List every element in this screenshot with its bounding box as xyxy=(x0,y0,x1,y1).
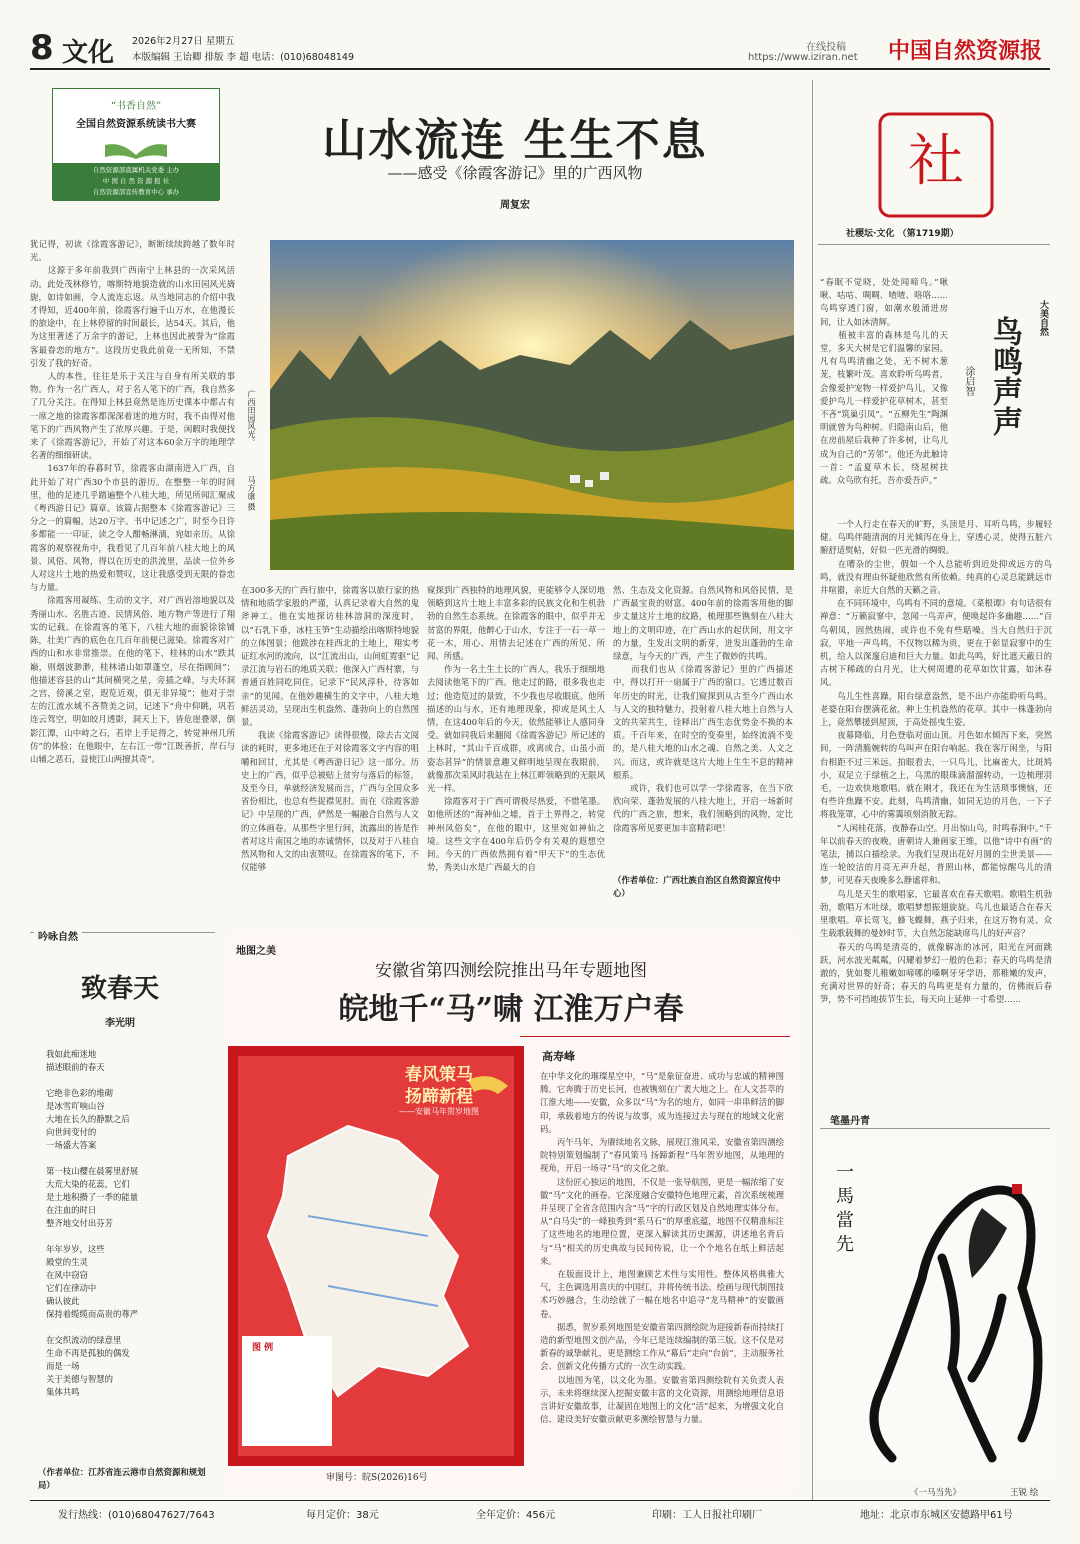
article-col1: 犹记得，初读《徐霞客游记》，断断续续跨越了数年时光。 这源于多年前我到广西南宁上林县的一次采风活动。此处茂林修竹，喀斯特地貌造就的山水田园风光旖旎，如诗如画，令人流连忘返。从当地同志的介绍中我才得知，近400年前，徐霞客行遍千山万水，在他漫长的旅途中，在上林停留的时间最长，达54天。其后，他为这里著述了万余字的游记，上林也因此被誉为“徐霞客最眷恋的地方”。这段历史我此前竟一无所知，不禁引发了我的好奇。 人的本性，往往是乐于关注与自身有所关联的事物。作为一名广西人，对于名人笔下的广西，我自然多了几分关注。在得知上林县竟然是连历史课本中都占有一席之地的徐霞客都深深着迷的地方时，我不由得对他笔下的广西风物产生了浓厚兴趣。于是，闲暇时我便找来了《徐霞客游记》，开始了对这本60余万字的地理学名著的细细研读。 1637年的春暮时节，徐霞客由湖南进入广西，自此开始了对广西30个市县的游历。在整整一年的时间里，他的足迹几乎踏遍整个八桂大地，所见所闻汇聚成《粤西游日记》篇章。该篇占据整本《徐霞客游记》三分之一的篇幅，达20万字。书中记述之广，时至今日许多都能一一印证，读之令人酣畅淋漓，宛如亲历。从徐霞客的观察视角中，我看见了几百年前八桂大地上的风景、风俗、风物，得以在历史的洪流里，品读一位外乡人对这片土地的热爱和赞叹，这让我感受到无限的眷恋与力量。 徐霞客用凝练、生动的文字，对广西岩溶地貌以及秀丽山水、名胜古迹、民情风俗、地方物产等进行了翔实的记载。在徐霞客的笔下，八桂大地的面貌徐徐铺陈，壮美广西的底色在几百年前便已滋染。徐霞客对广西的山和水非常推崇。在他的笔下，桂林的山水“跌其巅，则烟波渺渺，桂林诸山如罩蓬空，尽在指顾间”；他描述容县的山“其间横突之星，旁插之峰，与夫环洞之宫，傍溪之室，遐览近观，俱无非异境”；他对于崇左的江流水域不吝赞美之词，记述下“舟中仰眺，巩若连云驾空，明如皎月透影，洞天上下，皆危崖叠翠，倒影江潭，山中峙之石，若岸上手足得之，转觉神州几所仿”的体验；在他眼中，左右江一带“江既善折，岸石与山辅之恶石，益使江山两擅其奇”。 xyxy=(30,239,235,764)
sheji-seal-icon xyxy=(876,110,996,220)
poem-title: 致春天 xyxy=(80,974,159,1004)
poem-body: 我如此痴迷地 描述眼前的春天 它绝非色彩的堆砌 是冰雪吖响山谷 大地在长久的静默之后 向世间变付的 一场盛大答案 第一枝山樱在晨雾里舒展 大荒大染的花蕊，它们 是土地积攒了一季的能量 在注血的时日 整齐地交付出芬芳 年年岁岁，这些 殿堂的生灵 在风中窃窃 它们在律动中 确认彼此 保持着缆缆而高贵的尊严 在交织流动的绿意里 生命不再是孤独的偶发 而是一场 关于美德与智慧的 集体共鸣 xyxy=(46,1049,139,1397)
birds-column: 大美自然 xyxy=(1038,300,1048,336)
poster-sub: ——安徽马年贺岁地图 xyxy=(399,1107,479,1116)
painting-caption: 《一马当先》 xyxy=(910,1488,962,1498)
poster-title: 春风策马 xyxy=(405,1065,473,1085)
section-title: 文化 xyxy=(62,38,115,68)
footer-hotline: 发行热线：(010)68047627/7643 xyxy=(58,1510,215,1521)
poem-author: 李光明 xyxy=(105,1018,135,1029)
header-meta xyxy=(132,34,354,66)
contest-title: 全国自然资源系统读书大赛 xyxy=(76,119,196,130)
editors-line: 本版编辑 王诒卿 排版 李 超 电话：(010)68048149 xyxy=(132,52,354,63)
svg-text:社: 社 xyxy=(908,129,964,194)
painting-column: 笔墨丹青 xyxy=(830,1116,870,1127)
contest-org2: 中 国 自 然 资 源 报 社 xyxy=(102,177,170,185)
contest-org1: 自然资源部直属机关党委 主办 xyxy=(92,166,180,174)
horse-painting xyxy=(822,1138,1050,1478)
poem-column: 吟咏自然 xyxy=(34,928,82,943)
contest-badge xyxy=(52,88,220,200)
page-number: 8 xyxy=(30,28,54,68)
svg-text:一: 一 xyxy=(836,1162,854,1183)
footer-address: 地址：北京市东城区安德路甲61号 xyxy=(860,1510,1013,1521)
svg-text:先: 先 xyxy=(836,1234,854,1255)
book-icon xyxy=(101,133,171,159)
main-title: 山水流连 生生不息 xyxy=(322,115,708,166)
sheji-label: 社稷坛·文化 （第1719期） xyxy=(846,229,959,239)
photo-caption: 广西田园风光。 xyxy=(247,390,256,446)
poster-legend: 图 例 xyxy=(252,1343,274,1353)
article-col3: 窥探到广西独特的地理风貌，更能够令人深切地领略到这片土地上丰富多彩的民族文化和生机勃勃的自然生态系统。在徐霞客的眼中，似乎并无贫富的界限，他醉心于山水，专注于一石一草一花一木，用心、用情去记述在广西的所见、所闻、所感。 作为一名土生土长的广西人，我乐于细细地去阅读他笔下的广西。他走过的路，很多我也走过；他造览过的景致，不少我也尽收眼底。他所描述的山与水，还有地理现象，抑或是风土人情，在这400年后的今天，依然能够让人感同身受。就如同我后来翻阅《徐霞客游记》所记述的上林时，“其山千百成群，或离或合，山虽小而姿态甚异”的情景意趣又鲜明地呈现在我眼前，就像那次采风时我站在上林江畔领略到的无限风光一样。 徐霞客对于广西可谓极尽热爱，不惜笔墨。如他所述的“海神仙之墟，首于土界得之，转觉神州风俗矣”，在他的眼中，这里宛如神仙之境。这些文字在400年后仍令有关观的遐想空间。今天的广西依然拥有着“甲天下”的生态优势，秀美山水是广西最大的自 xyxy=(427,585,605,873)
site-url[interactable]: https://www.iziran.net xyxy=(748,52,858,63)
main-subtitle: ——感受《徐霞客游记》里的广西风物 xyxy=(387,164,643,182)
map-kicker: 安徽省第四测绘院推出马年专题地图 xyxy=(375,961,647,981)
article-col4: 然、生态及文化资源。自然风物和风俗民情，是广西最宝贵的财富。400年前的徐霞客用他的脚步丈量这片土地的纹路，梳理那些镌刻在八桂大地上的文明印迹，在广西山水的起伏间，用文字的力量，生发出文明的新芽，迸发出蓬勃的生命绿意，与今天的广西，产生了微妙的共鸣。 而我们也从《徐霞客游记》里的广西描述中，得以打开一扇属于广西的窗口。它透过数百年历史的时光，让我们窥探到从古至今广西山水与人文的独特魅力，投射着八桂大地上自然与人文的共荣共生，诠释出广西生态优势金不换的本质。千百年来，在时空的变奏里，始终流淌不变的，是八桂大地的山水之魂、自然之美、人文之兴。而这，或许就是这片大地上生生不息的精神根系。 或许，我们也可以学一学徐霞客，在当下欣欣向荣、蓬勃发展的八桂大地上，开启一场新时代的广西之旅，想来，我们领略到的风物，定比徐霞客所见要更加丰富精彩吧！ xyxy=(613,585,793,833)
masthead: 中国自然资源报 xyxy=(888,38,1043,64)
map-column: 地图之美 xyxy=(236,946,276,957)
map-title: 皖地千“马”啸 江淮万户春 xyxy=(338,992,684,1027)
article-unit: （作者单位：广西壮族自治区自然资源宣传中心） xyxy=(613,875,781,898)
svg-text:當: 當 xyxy=(836,1210,854,1231)
landscape-photo xyxy=(270,240,794,570)
painting-author: 王锐 绘 xyxy=(1010,1488,1039,1498)
article-col2: 在300多天的广西行旅中，徐霞客以旅行家的热情和地质学家般的严谨，认真记录着大自然的鬼斧神工。他在实地探访桂林溶洞的深度时，以“石乳下垂，冰柱玉笋”生动描绘出喀斯特地貌的立体图景；他跋涉在桂西北的土地上，翔实考证红水河的流向，以“江流出山，山间虹霓驱”记录江流与岩石的地质关联；他深入广西村寨，与普通百姓同吃同住，记录下“民风淳朴，待客如亲”的见闻。在他妙趣横生的文字中，八桂大地鲜活灵动，呈现出生机盎然、蓬勃向上的自然图景。 我读《徐霞客游记》读得很慢，除去古文阅读的耗时，更多地还在于对徐霞客文字内容的咀嚼和回甘，尤其是《粤西游日记》这一部分。历史上的广西，似乎总被贴上贫穷与落后的标签，及至今日，单就经济发展而言，广西与全国众多省份相比，也总有些捉襟见肘。而在《徐霞客游记》中呈现的广西，俨然是一幅融合自然与人文的立体画卷。从那些字里行间，流露出的皆是作者对这片南国之地的赤诚情怀，以及对于八桂自然风物和人文的由衷赞叹。在徐霞客的笔下，不仅能够 xyxy=(241,585,419,873)
photo-credit: 马方康 摄 xyxy=(247,476,256,511)
birds-title: 鸟鸣声声 xyxy=(987,316,1022,436)
map-review-number: 审图号：皖S(2026)16号 xyxy=(326,1473,428,1483)
contest-quote: “书香自然” xyxy=(110,101,162,112)
map-body: 在中华文化的璀璨星空中，“马”是象征奋进、成功与忠诚的精神图腾。它奔腾于历史长河，也被镌刻在广袤大地之上。在人文荟萃的江淮大地——安徽，众多以“马”为名的地方，如同一串串鲜活的脚印，承载着地方的传说与故事，成为连接过去与现在的地域文化密码。 丙午马年，为赓续地名文脉，展现江淮风采，安徽省第四测绘院特别策划编制了“春风策马 扬蹄新程”马年贺岁地图，从地理的视角，开启一场寻“马”的文化之旅。 这份匠心独运的地图，不仅是一张导航图，更是一幅浓缩了安徽“马”文化的画卷。它深度融合安徽特色地理元素，首次系统梳理并呈现了全省含范围内含“马”字的行政区划及自然地理实体分布。从“白马尖”的一峰独秀到“系马石”的厚重底蕴，地图不仅精准标注了这些地名的地理位置，更深入解读其历史渊源，讲述地名背后与“马”相关的历史典故与民间传说，让一个个地名在纸上鲜活起来。 在版面设计上，地图兼顾艺术性与实用性。整体风格典雅大气，主色调选用喜庆的中国红，并将传统书法、绘画与现代制图技术巧妙融合，生动绘就了一幅在地名中追寻“龙马精神”的安徽画卷。 据悉，贺岁系列地图是安徽省第四测绘院为迎接新春而持续打造的新型地图文创产品，今年已是连续编制的第三版。这不仅是对新春的诚挚献礼，更是测绘工作从“幕后”走向“台前”，主动服务社会、创新文化传播方式的一次生动实践。 以地图为笔，以文化为墨。安徽省第四测绘院有关负责人表示，未来将继续深入挖掘安徽丰富的文化资源，用测绘地理信息语言讲好安徽故事，让凝固在地图上的文化“活”起来，为增强文化自信、建设美好安徽贡献更多测绘智慧与力量。 xyxy=(540,1071,784,1425)
poem-unit: （作者单位：江苏省连云港市自然资源和规划局） xyxy=(38,1467,206,1490)
footer-monthly: 每月定价：38元 xyxy=(306,1510,379,1521)
main-author: 周复宏 xyxy=(500,200,530,211)
issue-date: 2026年2月27日 星期五 xyxy=(132,36,235,47)
footer-print: 印刷：工人日报社印刷厂 xyxy=(652,1510,762,1521)
map-author: 高寿峰 xyxy=(542,1050,575,1063)
birds-body: 一个人行走在春天的旷野，头顶是月、耳听鸟鸣，步履轻健。鸟鸣伴随清润的月光倾泻在身上，穿透心灵，使得五脏六腑舒适熨帖，好似一匹光滑的绸缎。 在嘈杂的尘世，假如一个人总能听到近处抑或远方的鸟鸣，就没有理由怀疑他欣然有所依赖。纯真的心灵总能跳远市井喧嚣，亲近大自然的天籁之音。 在不同环境中，鸟鸣有不同的意境。《菜根谭》有句话很有禅意：“万籁寂寥中，忽闻一鸟弄声，便唤起许多幽趣……”百鸟朝凤，固然热闹，或许也不免有些聒噪。当大自然归于沉寂，平地一声鸟鸣，不仅物以稀为贵，更在于彰显寂寥中的生机，给人以深邃启迪和巨大力量。如此鸟鸣，好比遮天蔽日的古树下稀疏的白月光，让大树周遭的花草如饮甘露，如沐春风。 鸟儿生性喜躁，阳台绿意盎然，是不出户亦能聆听鸟鸣。老婆在阳台摆满花盆，种上生机盎然的花草。其中一株蓬勃向上，竟然攀援到屋顶，于高处摇曳生姿。 夜幕降临，月色登临对面山顶。月色如水倾泻下来，突然间，一阵清脆婉转的鸟叫声在阳台响起。我在客厅闲坐，与阳台相距不过三米远。拍眼看去，一只鸟儿，比麻雀大，比斑鸠小，双足立于绿植之上，乌黑的眼珠滴溜溜转动，一边梳理羽毛，一边欢快地歌唱。就在刚才，我还在为生活琐事懊恼，还有些许焦躁不安。此刻，鸟鸣清幽，如同无边的月色，一下子将我笼罩，心中的雾霭顷刻消散无踪。 “人闲桂花落，夜静春山空。月出惊山鸟，时鸣春涧中。”千年以前春天的夜晚，唐朝诗人兼画家王维，以他“诗中有画”的笔法，捕以白描绘录。为我们呈现出花好月圆的尘世美景——连一轮皎洁的月亮无声升起，普照山林，都能惊醒鸟儿的清梦，可见春天夜晚多么静谧祥和。 鸟儿是天生的歌唱家，它最喜欢在春天歌唱。歌唱生机勃勃，歌唱万木吐绿，歌唱梦想振翅旋旋。鸟儿也最适合在春天里歌唱。草长莺飞，蜂飞蝶舞，燕子归来，在这万物有灵、众生载歌载舞的曼妙时节，大自然怎能缺席鸟儿的好声音？ 春天的鸟鸣是清亮的，就像解冻的冰河，阳光在河面跳跃，河水波光粼粼，闪耀着梦幻一般的色彩；春天的鸟鸣是清澈的，犹如婴儿稚嫩如啼哪的嗓啊牙牙学语，那稚嫩的发声，充满对世界的好奇；春天的鸟鸣更是有力量的，仿佛雨后春笋，势不可挡地拔节生长，每天向上延伸一寸希望…… xyxy=(820,519,1052,1005)
poster-title2: 扬蹄新程 xyxy=(405,1087,473,1107)
svg-text:馬: 馬 xyxy=(836,1186,854,1207)
submit-label: 在线投稿 xyxy=(806,42,846,53)
footer-yearly: 全年定价：456元 xyxy=(476,1510,556,1521)
birds-author: 涂启智 xyxy=(963,366,974,396)
contest-org3: 自然资源部宣传教育中心 承办 xyxy=(92,188,180,196)
birds-intro: “春眠不觉晓，处处闻啼鸟。”啾啾、咕咕、啁啁、喳喳、咯咯……鸟鸣穿透门窗，如潮水般涌进房间，让人如沐清辉。 植被丰富的森林是鸟儿的天堂，多天大树是它们温馨的家园。凡有鸟鸣清幽之处，无不树木葱茏，枝繁叶茂。喜欢聆听鸟鸣者，会像爱护宠物一样爱护鸟儿，又像爱护鸟儿一样爱护花草树木，甚至不吝“筑巢引凤”。“五柳先生”陶渊明就曾为鸟种树。归隐南山后，他在房前屋后栽种了许多树，让鸟儿成为自己的“芳邻”。他还为此触诗一首：“孟夏草木长，绕屋树扶疏。众鸟欣有托，吾亦爱吾庐。” xyxy=(820,277,948,486)
